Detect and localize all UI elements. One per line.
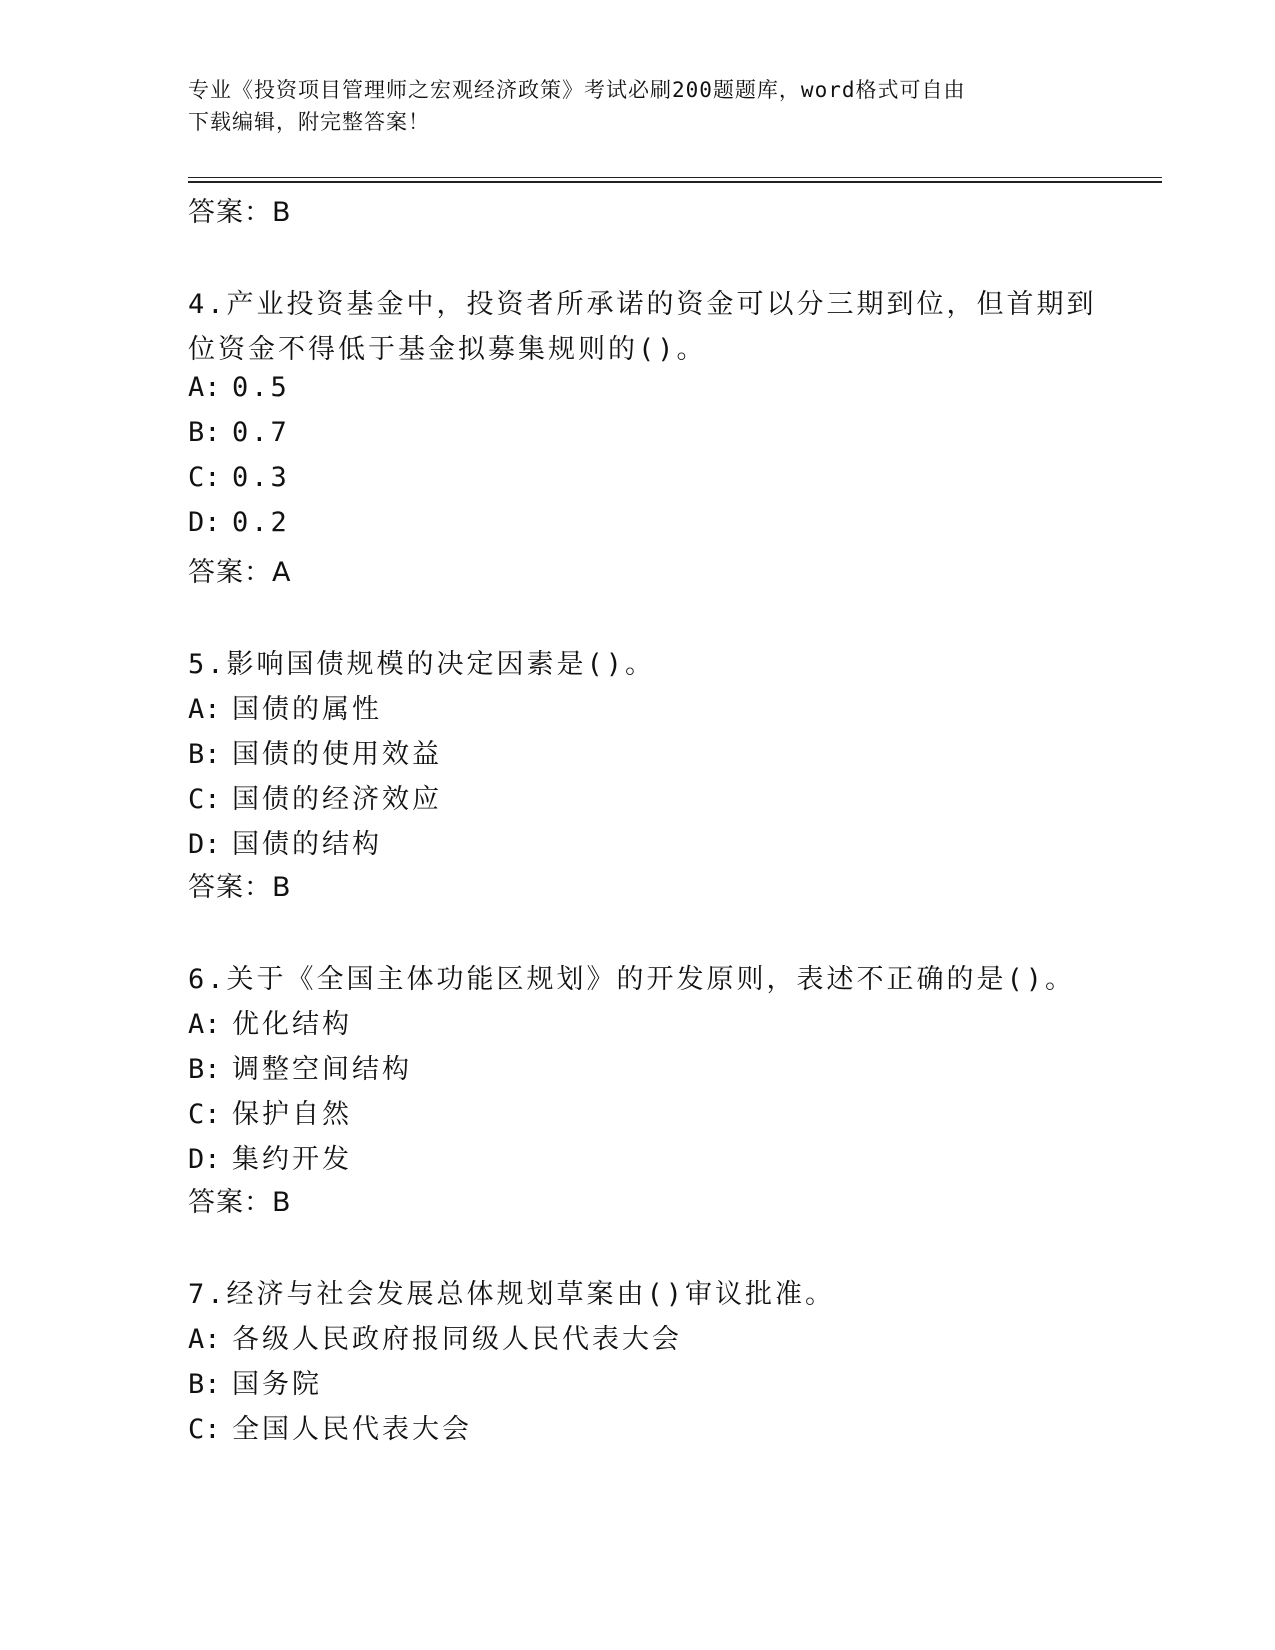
option-text: 各级人民政府报同级人民代表大会 [232, 1324, 682, 1355]
option-label: C: [188, 462, 221, 493]
option-label: A: [188, 1009, 221, 1040]
question-5-option-b [188, 732, 442, 771]
header-line-1: 专业《投资项目管理师之宏观经济政策》考试必刷200题题库，word格式可自由 [188, 78, 966, 102]
question-6-option-b [188, 1047, 412, 1086]
question-5-answer: 答案：B [188, 872, 292, 903]
question-6-option-c [188, 1092, 352, 1131]
option-text: 全国人民代表大会 [232, 1414, 472, 1445]
question-4-option-a [188, 372, 290, 403]
question-7-option-a [188, 1317, 682, 1356]
option-label: A: [188, 1324, 221, 1355]
question-6-answer: 答案：B [188, 1187, 292, 1218]
option-text: 国债的结构 [232, 829, 382, 860]
question-7-option-c [188, 1407, 472, 1446]
header-rule-top [188, 177, 1162, 178]
option-text: 国债的使用效益 [232, 739, 442, 770]
option-label: C: [188, 784, 221, 815]
question-7-stem: 7.经济与社会发展总体规划草案由()审议批准。 [188, 1279, 836, 1310]
option-label: B: [188, 417, 221, 448]
option-text: 集约开发 [232, 1144, 352, 1175]
header-rule-bottom [188, 181, 1162, 183]
question-6-option-d [188, 1137, 352, 1176]
question-6-option-a [188, 1002, 352, 1041]
option-label: A: [188, 694, 221, 725]
option-text: 0.2 [232, 507, 290, 538]
option-label: A: [188, 372, 221, 403]
question-6-stem: 6.关于《全国主体功能区规划》的开发原则，表述不正确的是()。 [188, 964, 1076, 995]
question-4-stem-line-1: 4.产业投资基金中，投资者所承诺的资金可以分三期到位，但首期到 [188, 289, 1097, 320]
question-5-option-c [188, 777, 442, 816]
option-label: B: [188, 1054, 221, 1085]
question-5-stem: 5.影响国债规模的决定因素是()。 [188, 649, 656, 680]
option-text: 调整空间结构 [232, 1054, 412, 1085]
question-5-option-d [188, 822, 382, 861]
option-label: B: [188, 739, 221, 770]
option-text: 保护自然 [232, 1099, 352, 1130]
option-text: 国务院 [232, 1369, 322, 1400]
question-4-option-b [188, 417, 290, 448]
question-4-option-d [188, 507, 290, 538]
document-header [188, 74, 1088, 138]
option-label: D: [188, 1144, 221, 1175]
previous-answer: 答案：B [188, 197, 292, 228]
question-4-answer: 答案：A [188, 557, 292, 588]
option-text: 0.3 [232, 462, 290, 493]
header-line-2: 下载编辑，附完整答案！ [188, 110, 430, 134]
option-label: B: [188, 1369, 221, 1400]
question-4-stem-line-2: 位资金不得低于基金拟募集规则的()。 [188, 334, 707, 365]
option-label: D: [188, 507, 221, 538]
option-text: 0.5 [232, 372, 290, 403]
question-5-option-a [188, 687, 382, 726]
option-text: 优化结构 [232, 1009, 352, 1040]
option-label: C: [188, 1099, 221, 1130]
option-text: 国债的经济效应 [232, 784, 442, 815]
option-label: D: [188, 829, 221, 860]
option-label: C: [188, 1414, 221, 1445]
option-text: 0.7 [232, 417, 290, 448]
question-7-option-b [188, 1362, 322, 1401]
question-4-option-c [188, 462, 290, 493]
option-text: 国债的属性 [232, 694, 382, 725]
